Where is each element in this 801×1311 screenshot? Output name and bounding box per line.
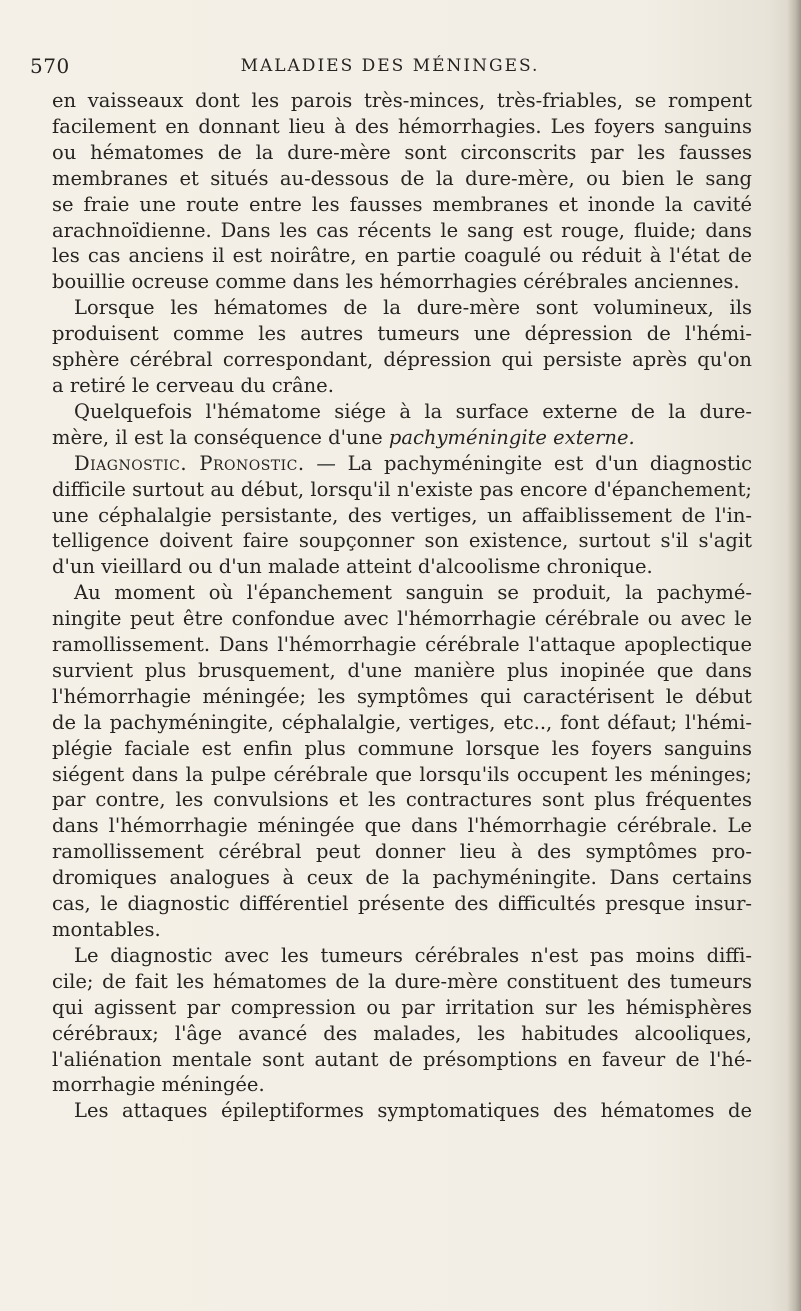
text-line: membranes et situés au-dessous de la dure-mère, ou bien le sang xyxy=(52,166,752,190)
text-line: plégie faciale est enfin plus commune lorsque les foyers sanguins xyxy=(52,736,752,760)
text-line: Au moment où l'épanchement sanguin se produit, la pachymé- xyxy=(74,581,752,605)
text-line: difficile surtout au début, lorsqu'il n'existe pas encore d'épanchement; xyxy=(52,477,752,501)
text-line: bouillie ocreuse comme dans les hémorrhagies cérébrales anciennes. xyxy=(52,270,740,294)
text-line: qui agissent par compression ou par irritation sur les hémisphères xyxy=(52,995,752,1019)
page-number: 570 xyxy=(30,54,70,78)
text-line: Le diagnostic avec les tumeurs cérébrales n'est pas moins diffi- xyxy=(74,943,752,967)
text-line: telligence doivent faire soupçonner son existence, surtout s'il s'agit xyxy=(52,529,752,553)
text-line: se fraie une route entre les fausses membranes et inonde la cavité xyxy=(52,192,752,216)
text-line: une céphalalgie persistante, des vertiges, un affaiblissement de l'in- xyxy=(52,503,752,527)
text-line: les cas anciens il est noirâtre, en partie coagulé ou réduit à l'état de xyxy=(52,244,752,268)
text-line: cile; de fait les hématomes de la dure-mère constituent des tumeurs xyxy=(52,969,752,993)
text-line: par contre, les convulsions et les contractures sont plus fréquentes xyxy=(52,788,752,812)
text-line-with-italic xyxy=(52,425,752,451)
italic-term: pachyméningite externe. xyxy=(388,425,635,449)
running-head: MALADIES DES MÉNINGES. xyxy=(240,56,540,76)
text-line: d'un vieillard ou d'un malade atteint d'alcoolisme chronique. xyxy=(52,555,653,579)
page-header xyxy=(30,54,750,84)
text-line: survient plus brusquement, d'une manière plus inopinée que dans xyxy=(52,658,752,682)
text-line: siégent dans la pulpe cérébrale que lorsqu'ils occupent les méninges; xyxy=(52,762,752,786)
text-line: de la pachyméningite, céphalalgie, vertiges, etc.., font défaut; l'hémi- xyxy=(52,710,752,734)
text-line: dans l'hémorrhagie méningée que dans l'hémorrhagie cérébrale. Le xyxy=(52,814,752,838)
text-line: dromiques analogues à ceux de la pachyméningite. Dans certains xyxy=(52,866,752,890)
text-line: Les attaques épileptiformes symptomatiques des hématomes de xyxy=(74,1099,752,1123)
text-line: a retiré le cerveau du crâne. xyxy=(52,373,334,397)
text-line: arachnoïdienne. Dans les cas récents le sang est rouge, fluide; dans xyxy=(52,218,752,242)
text-line: sphère cérébral correspondant, dépression qui persiste après qu'on xyxy=(52,348,752,372)
text-line: ramollissement. Dans l'hémorrhagie cérébrale l'attaque apoplectique xyxy=(52,633,752,657)
text-line: l'aliénation mentale sont autant de présomptions en faveur de l'hé- xyxy=(52,1047,752,1071)
section-heading: Diagnostic. Pronostic. xyxy=(74,451,305,475)
text-line: facilement en donnant lieu à des hémorrhagies. Les foyers sanguins xyxy=(52,114,752,138)
text-line: Lorsque les hématomes de la dure-mère sont volumineux, ils xyxy=(74,296,752,320)
text-line: produisent comme les autres tumeurs une dépression de l'hémi- xyxy=(52,322,752,346)
text-line: en vaisseaux dont les parois très-minces, très-friables, se rompent xyxy=(52,89,752,112)
text-line: cérébraux; l'âge avancé des malades, les habitudes alcooliques, xyxy=(52,1021,752,1045)
text-line: ramollissement cérébral peut donner lieu à des symptômes pro- xyxy=(52,840,752,864)
text-line: cas, le diagnostic différentiel présente des difficultés presque insur- xyxy=(52,892,752,916)
text-line: ningite peut être confondue avec l'hémorrhagie cérébrale ou avec le xyxy=(52,607,752,631)
text-line: montables. xyxy=(52,918,161,941)
section-line xyxy=(52,451,752,477)
text-segment: — La pachyméningite est d'un diagnostic xyxy=(304,451,752,475)
text-line: ou hématomes de la dure-mère sont circonscrits par les fausses xyxy=(52,140,752,164)
text-line: Quelquefois l'hématome siége à la surface externe de la dure- xyxy=(74,399,752,423)
text-segment: mère, il est la conséquence d'une xyxy=(52,425,389,449)
page-edge-shadow xyxy=(787,0,801,1311)
text-line: l'hémorrhagie méningée; les symptômes qui caractérisent le début xyxy=(52,684,752,708)
text-line: morrhagie méningée. xyxy=(52,1073,265,1097)
body-text xyxy=(52,88,752,1124)
